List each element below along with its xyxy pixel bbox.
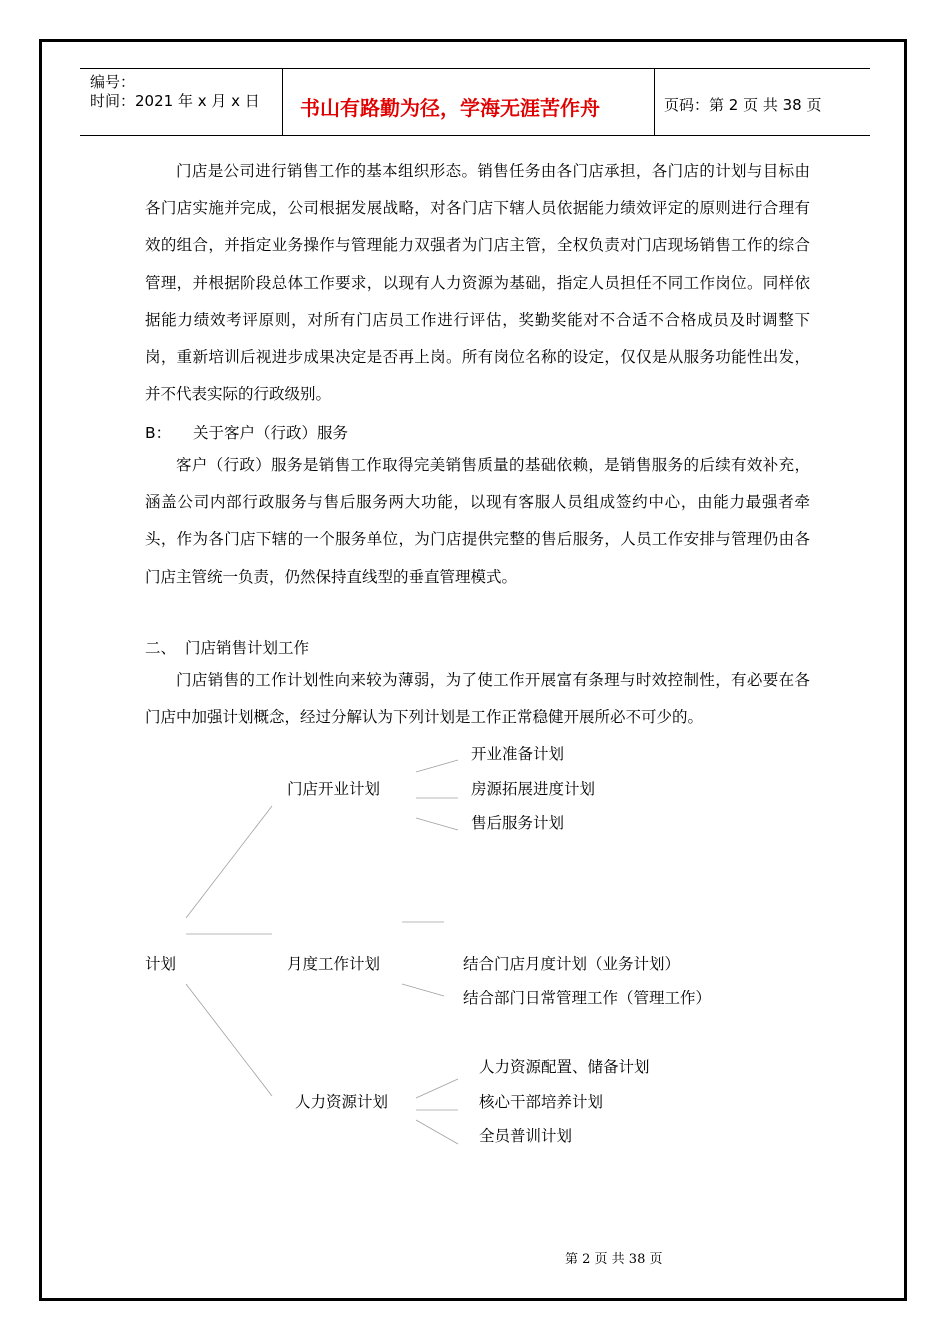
header-page-label: 页码：第 2 页 共 38 页 — [664, 96, 822, 114]
plan-branch-monthly: 月度工作计划 — [287, 955, 381, 973]
plan-leaf: 开业准备计划 — [471, 745, 565, 763]
header-number-label: 编号： — [90, 73, 136, 91]
plan-leaf: 全员普训计划 — [479, 1127, 573, 1145]
section-b-title: 关于客户（行政）服务 — [193, 424, 349, 442]
plan-leaf: 房源拓展进度计划 — [471, 780, 596, 798]
footer-page-number: 第 2 页 共 38 页 — [565, 1252, 663, 1267]
header-motto: 书山有路勤为径，学海无涯苦作舟 — [300, 96, 600, 120]
plan-tree-root: 计划 — [145, 955, 177, 973]
plan-branch-store-opening: 门店开业计划 — [287, 780, 381, 798]
section-2-title: 门店销售计划工作 — [185, 639, 310, 657]
plan-leaf: 核心干部培养计划 — [479, 1093, 604, 1111]
paragraph-text: 客户（行政）服务是销售工作取得完美销售质量的基础依赖，是销售服务的后续有效补充，涵盖公司内部行政服务与售后服务两大功能，以现有客服人员组成签约中心，由能力最强者牵头，作为各门店下辖的一个服务单位，为门店提供完整的售后服务，人员工作安排与管理仍由各门店主管统一负责，仍然保持直线型的垂直管理模式。 — [145, 456, 810, 586]
plan-leaf: 售后服务计划 — [471, 814, 565, 832]
paragraph-text: 门店销售的工作计划性向来较为薄弱，为了使工作开展富有条理与时效控制性，有必要在各门店中加强计划概念，经过分解认为下列计划是工作正常稳健开展所必不可少的。 — [145, 671, 810, 727]
plan-leaf: 结合门店月度计划（业务计划） — [463, 955, 681, 973]
header-time-label: 时间：2021 年 x 月 x 日 — [90, 92, 260, 110]
plan-leaf: 结合部门日常管理工作（管理工作） — [463, 989, 712, 1007]
plan-branch-human-resources: 人力资源计划 — [295, 1093, 389, 1111]
paragraph-text: 门店是公司进行销售工作的基本组织形态。销售任务由各门店承担，各门店的计划与目标由各门店实施并完成，公司根据发展战略，对各门店下辖人员依据能力绩效评定的原则进行合理有效的组合，并指定业务操作与管理能力双强者为门店主管，全权负责对门店现场销售工作的综合管理，并根据阶段总体工作要求，以现有人力资源为基础，指定人员担任不同工作岗位。同样依据能力绩效考评原则，对所有门店员工作进行评估，奖勤奖能对不合适不合格成员及时调整下岗，重新培训后视进步成果决定是否再上岗。所有岗位名称的设定，仅仅是从服务功能性出发，并不代表实际的行政级别。 — [145, 162, 810, 404]
plan-leaf: 人力资源配置、储备计划 — [479, 1058, 650, 1076]
section-2-number: 二、 — [145, 639, 177, 657]
section-b-label: B： — [145, 424, 172, 442]
